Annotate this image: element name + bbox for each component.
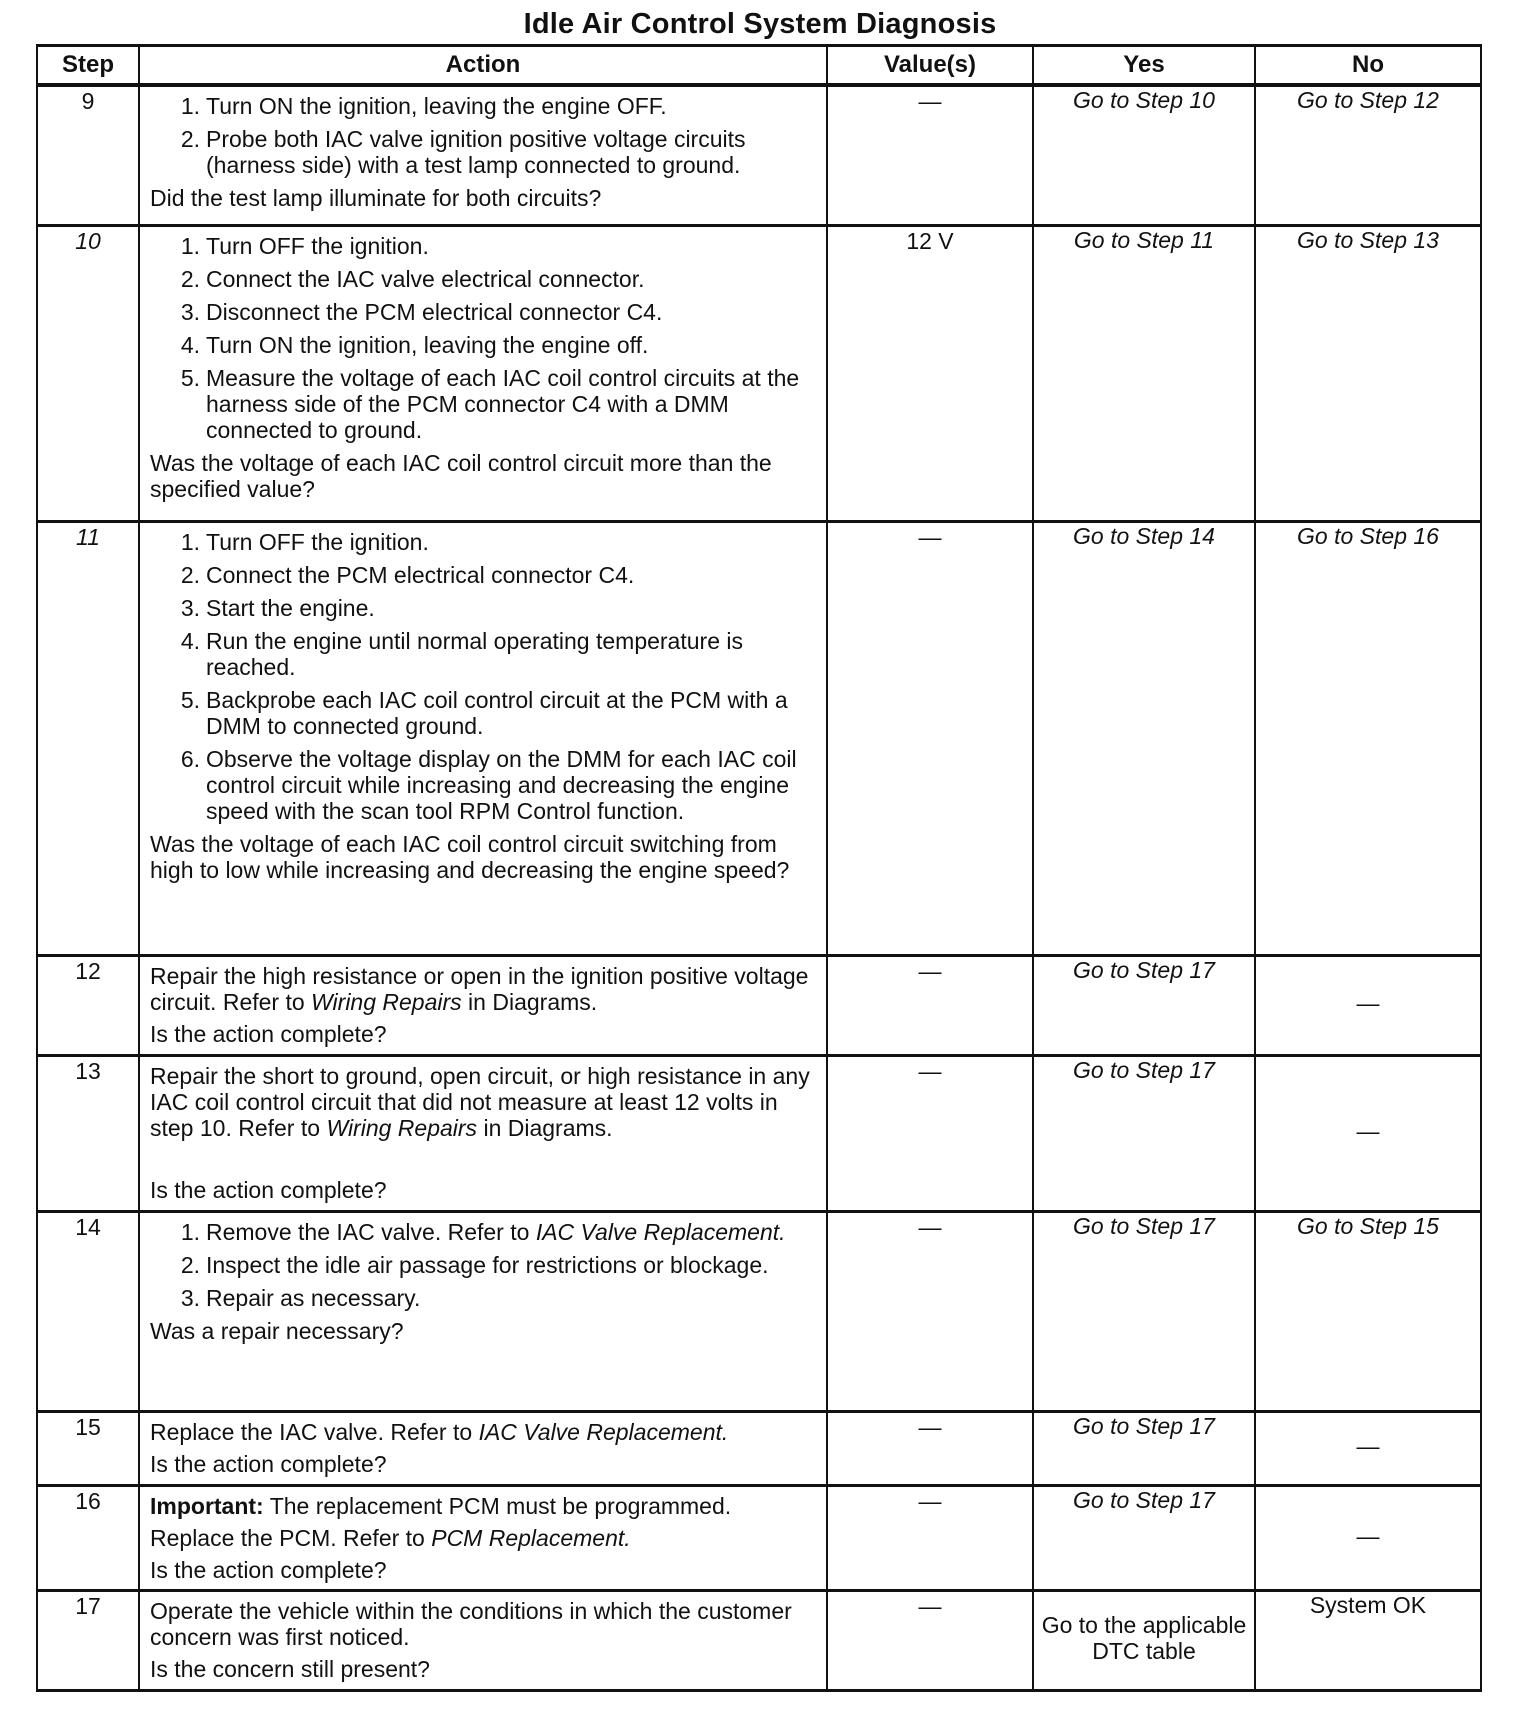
- table-row: [37, 1055, 1481, 1211]
- list-item: 1. Turn OFF the ignition.: [180, 528, 429, 555]
- table-row: [37, 225, 1481, 521]
- action-cell: [139, 85, 827, 225]
- yes-cell: Go to Step 17: [1033, 1211, 1255, 1411]
- no-cell: System OK: [1255, 1590, 1481, 1690]
- action-cell: [139, 1485, 827, 1590]
- action-text: Repair the short to ground, open circuit, or high resistance in any IAC coil control circuit that did not measure at least 12 volts in step 10. Refer to Wiring Repairs in Diagrams.: [150, 1062, 810, 1141]
- list-item: 3. Repair as necessary.: [180, 1284, 421, 1311]
- step-number: 17: [37, 1590, 139, 1690]
- action-cell: [139, 1411, 827, 1485]
- yes-cell: Go to Step 10: [1033, 85, 1255, 225]
- page-title: Idle Air Control System Diagnosis: [523, 8, 997, 40]
- no-cell: —: [1255, 955, 1481, 1055]
- step-number: 14: [37, 1211, 139, 1411]
- header-no: No: [1255, 46, 1481, 86]
- table-header-row: [37, 46, 1481, 86]
- table-row: [37, 1211, 1481, 1411]
- value-cell: 12 V: [827, 225, 1033, 521]
- list-item: 2. Inspect the idle air passage for restrictions or blockage.: [180, 1251, 769, 1278]
- list-item: 1. Turn OFF the ignition.: [180, 232, 429, 259]
- action-text: Repair the high resistance or open in the ignition positive voltage circuit. Refer to Wiring Repairs in Diagrams.: [150, 962, 809, 1015]
- list-item: 5. Backprobe each IAC coil control circuit at the PCM with a DMM to connected ground.: [180, 686, 788, 739]
- yes-cell: Go to the applicable DTC table: [1033, 1590, 1255, 1690]
- header-action: Action: [139, 46, 827, 86]
- table-row: [37, 521, 1481, 955]
- step-number: 9: [37, 85, 139, 225]
- action-cell: [139, 1211, 827, 1411]
- step-number: 11: [37, 521, 139, 955]
- list-item: 3. Start the engine.: [180, 594, 375, 621]
- action-text: Replace the PCM. Refer to PCM Replacement.: [150, 1524, 631, 1551]
- table-row: [37, 955, 1481, 1055]
- no-cell: —: [1255, 1055, 1481, 1211]
- list-item: 5. Measure the voltage of each IAC coil control circuits at the harness side of the PCM connector C4 with a DMM connected to ground.: [180, 364, 800, 443]
- action-cell: [139, 521, 827, 955]
- action-cell: [139, 955, 827, 1055]
- action-question: Is the action complete?: [150, 1556, 387, 1583]
- step-number: 13: [37, 1055, 139, 1211]
- list-item: 4. Run the engine until normal operating temperature is reached.: [180, 627, 743, 680]
- reference-link-text: IAC Valve Replacement.: [478, 1418, 729, 1445]
- reference-link-text: Wiring Repairs: [311, 988, 462, 1015]
- action-question: Is the concern still present?: [150, 1655, 430, 1682]
- value-cell: —: [827, 521, 1033, 955]
- header-value: Value(s): [827, 46, 1033, 86]
- header-yes: Yes: [1033, 46, 1255, 86]
- action-text: Replace the IAC valve. Refer to IAC Valve Replacement.: [150, 1418, 729, 1445]
- action-question: Is the action complete?: [150, 1020, 387, 1047]
- reference-link-text: Wiring Repairs: [326, 1114, 478, 1141]
- no-cell: Go to Step 15: [1255, 1211, 1481, 1411]
- diagnosis-table: [36, 44, 1482, 1692]
- no-cell: Go to Step 12: [1255, 85, 1481, 225]
- value-cell: —: [827, 1055, 1033, 1211]
- list-item: 2. Probe both IAC valve ignition positive voltage circuits (harness side) with a test lamp connected to ground.: [180, 126, 746, 178]
- reference-link-text: PCM Replacement.: [431, 1524, 631, 1551]
- value-cell: —: [827, 85, 1033, 225]
- value-cell: —: [827, 955, 1033, 1055]
- action-cell: [139, 225, 827, 521]
- action-question: Is the action complete?: [150, 1450, 387, 1477]
- step-number: 15: [37, 1411, 139, 1485]
- table-row: [37, 1411, 1481, 1485]
- header-step: Step: [37, 46, 139, 86]
- value-cell: —: [827, 1411, 1033, 1485]
- action-text: Operate the vehicle within the conditions in which the customer concern was first noticed.: [150, 1597, 792, 1650]
- no-cell: Go to Step 13: [1255, 225, 1481, 521]
- yes-cell: Go to Step 17: [1033, 955, 1255, 1055]
- yes-cell: Go to Step 14: [1033, 521, 1255, 955]
- step-number: 12: [37, 955, 139, 1055]
- action-question: Was a repair necessary?: [150, 1317, 404, 1344]
- yes-cell: Go to Step 17: [1033, 1055, 1255, 1211]
- important-label: Important:: [150, 1492, 264, 1519]
- no-cell: —: [1255, 1411, 1481, 1485]
- no-cell: —: [1255, 1485, 1481, 1590]
- step-number: 10: [37, 225, 139, 521]
- action-question: Is the action complete?: [150, 1176, 387, 1203]
- action-cell: [139, 1590, 827, 1690]
- no-cell: Go to Step 16: [1255, 521, 1481, 955]
- value-cell: —: [827, 1590, 1033, 1690]
- table-row: [37, 1485, 1481, 1590]
- yes-cell: Go to Step 17: [1033, 1485, 1255, 1590]
- list-item: 2. Connect the IAC valve electrical connector.: [180, 265, 645, 292]
- list-item: 1. Remove the IAC valve. Refer to IAC Valve Replacement.: [180, 1218, 786, 1245]
- table-row: [37, 85, 1481, 225]
- action-question: Was the voltage of each IAC coil control circuit more than the specified value?: [150, 449, 772, 502]
- action-question: Did the test lamp illuminate for both circuits?: [150, 185, 602, 211]
- reference-link-text: IAC Valve Replacement.: [535, 1218, 786, 1245]
- yes-cell: Go to Step 11: [1033, 225, 1255, 521]
- list-item: 1. Turn ON the ignition, leaving the engine OFF.: [180, 93, 667, 119]
- action-cell: [139, 1055, 827, 1211]
- list-item: 4. Turn ON the ignition, leaving the engine off.: [180, 331, 649, 358]
- value-cell: —: [827, 1485, 1033, 1590]
- action-question: Was the voltage of each IAC coil control circuit switching from high to low while increasing and decreasing the engine speed?: [150, 830, 790, 883]
- list-item: 6. Observe the voltage display on the DMM for each IAC coil control circuit while increasing and decreasing the engine speed with the scan tool RPM Control function.: [180, 745, 797, 824]
- list-item: 2. Connect the PCM electrical connector C4.: [180, 561, 635, 588]
- step-number: 16: [37, 1485, 139, 1590]
- important-note: Important: The replacement PCM must be programmed.: [150, 1492, 732, 1519]
- yes-cell: Go to Step 17: [1033, 1411, 1255, 1485]
- value-cell: —: [827, 1211, 1033, 1411]
- list-item: 3. Disconnect the PCM electrical connector C4.: [180, 298, 663, 325]
- table-row: [37, 1590, 1481, 1690]
